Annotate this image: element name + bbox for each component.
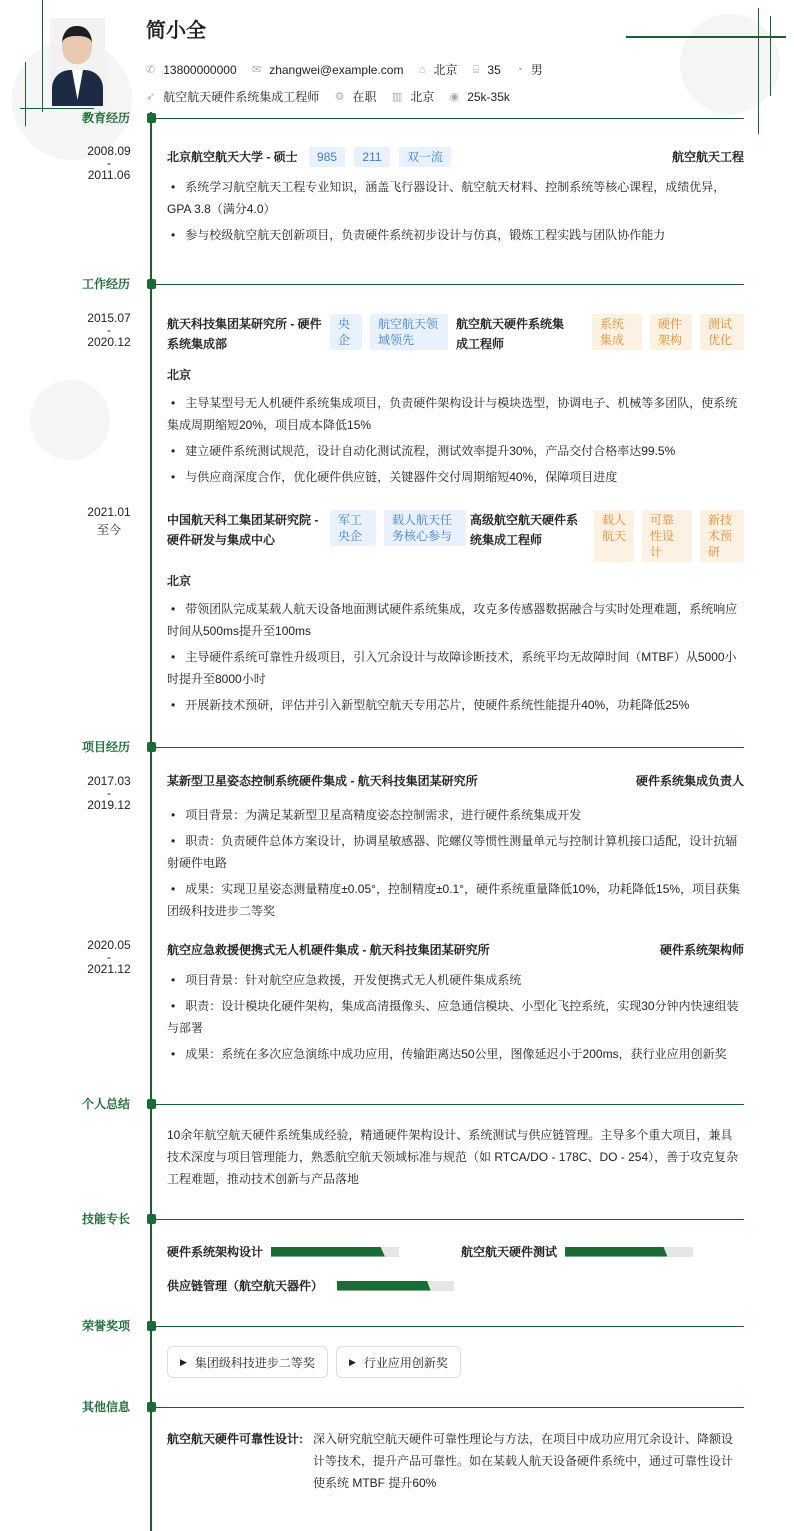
candidate-name: 简小全 [146,20,206,42]
skill-bar-fill [337,1281,431,1291]
skill-item [167,1243,399,1260]
bullet: • 成果：实现卫星姿态测量精度±0.05°，控制精度±0.1°，硬件系统重量降低10%，功耗降低15%，项目获集团级科技进步二等奖 [167,878,744,922]
send-icon: ➶ [146,91,156,103]
work-city: 北京 [167,368,192,382]
salary-icon: ◉ [449,91,460,103]
skill-bar [337,1281,454,1291]
decor-circle [30,380,110,460]
divider [155,747,744,748]
position: 高级航空航天硬件系统集成工程师 [470,513,579,547]
skill-name: 硬件系统架构设计 [167,1245,264,1259]
skill-tag: 新技术预研 [700,510,744,562]
section-title: 项目经历 [81,740,130,754]
divider [155,284,744,285]
phone: 13800000000 [163,63,237,77]
divider [155,118,744,119]
gender-icon: ◔ [516,64,523,76]
section-summary [0,1096,794,1112]
section-other [0,1399,794,1415]
date-range: 2015.07 - 2020.12 [87,311,131,349]
city: 北京 [433,63,458,77]
age: 35 [487,63,501,77]
work-entry [167,314,744,488]
building-icon: ▥ [391,91,403,103]
bullet: • 项目背景：针对航空应急救援，开发便携式无人机硬件集成系统 [167,969,744,991]
section-education [0,110,794,126]
project-role: 硬件系统架构师 [659,943,744,957]
major: 航空航天工程 [671,150,744,164]
project-title: 航空应急救援便携式无人机硬件集成 - 航天科技集团某研究所 [167,943,490,957]
divider [155,1219,744,1220]
award-badge: ▶ 集团级科技进步二等奖 [167,1346,328,1378]
triangle-right-icon: ▶ [180,1356,187,1367]
divider [155,1407,744,1408]
section-title: 技能专长 [81,1212,130,1226]
bullet: • 参与校级航空航天创新项目，负责硬件系统初步设计与仿真，锻炼工程实践与团队协作能力 [167,224,744,246]
company: 航天科技集团某研究所 - 硬件系统集成部 [167,317,322,351]
bullet: • 与供应商深度合作，优化硬件供应链，关键器件交付周期缩短40%，保障项目进度 [167,466,744,488]
date-range: 2008.09 - 2011.06 [87,144,131,182]
bullet: • 建立硬件系统测试规范，设计自动化测试流程，测试效率提升30%，产品交付合格率达99.5% [167,440,744,462]
email: zhangwei@example.com [269,63,404,77]
bullet: • 带领团队完成某载人航天设备地面测试硬件系统集成，攻克多传感器数据融合与实时处理难题，系统响应时间从500ms提升至100ms [167,598,744,642]
decor-line [770,16,771,96]
project-entry [167,770,744,922]
skill-bar-fill [271,1247,385,1257]
decor-circle [680,14,780,114]
skill-item [167,1277,454,1294]
section-honors [0,1318,794,1334]
tag: 双一流 [399,147,451,167]
company-tag: 航空航天领域领先 [370,314,448,350]
salary: 25k-35k [467,90,510,104]
phone-icon: ✆ [146,64,156,76]
school: 北京航空航天大学 - 硕士 [167,150,298,164]
tag: 985 [309,147,345,167]
status: 在职 [352,90,377,104]
section-work [0,276,794,292]
section-title: 教育经历 [81,111,130,125]
avatar [50,18,105,106]
target-city: 北京 [410,90,435,104]
project-title: 某新型卫星姿态控制系统硬件集成 - 航天科技集团某研究所 [167,774,478,788]
bullet: • 主导某型号无人机硬件系统集成项目，负责硬件架构设计与模块选型，协调电子、机械等多团队，使系统集成周期缩短20%，项目成本降低15% [167,392,744,436]
section-title: 工作经历 [81,277,130,291]
bullet: • 职责：负责硬件总体方案设计，协调星敏感器、陀螺仪等惯性测量单元与控制计算机接口适配，设计抗辐射硬件电路 [167,830,744,874]
contact-row [146,61,555,78]
skill-item [461,1243,693,1260]
award-badge: ▶ 行业应用创新奖 [336,1346,461,1378]
skill-bar [271,1247,399,1257]
section-title: 其他信息 [81,1400,130,1414]
position: 航空航天硬件系统集成工程师 [456,317,565,351]
skill-tag: 载人航天 [594,510,634,562]
skill-tag: 硬件架构 [650,314,692,350]
bullet: • 主导硬件系统可靠性升级项目，引入冗余设计与故障诊断技术，系统平均无故障时间（MTBF）从5000小时提升至8000小时 [167,646,744,690]
section-projects [0,739,794,755]
company-tag: 载人航天任务核心参与 [384,510,466,546]
bullet: • 开展新技术预研，评估并引入新型航空航天专用芯片，使硬件系统性能提升40%，功耗降低25% [167,694,744,716]
skill-bar [565,1247,693,1257]
other-info-label: 航空航天硬件可靠性设计: [167,1432,303,1446]
tag: 211 [354,147,389,167]
skill-tag: 可靠性设计 [642,510,692,562]
skill-name: 供应链管理（航空航天器件） [167,1279,324,1293]
section-title: 个人总结 [81,1097,130,1111]
other-info-item [167,1428,744,1494]
project-role: 硬件系统集成负责人 [635,774,744,788]
company: 中国航天科工集团某研究院 - 硬件研发与集成中心 [167,513,319,547]
age-icon: ⌸ [472,64,480,76]
job-intent-row [146,88,522,105]
work-city: 北京 [167,574,192,588]
bullet: • 系统学习航空航天工程专业知识，涵盖飞行器设计、航空航天材料、控制系统等核心课程，成绩优异，GPA 3.8（满分4.0） [167,176,744,220]
skill-tag: 系统集成 [592,314,642,350]
skill-bar-fill [565,1247,667,1257]
bullet: • 职责：设计模块化硬件架构，集成高清摄像头、应急通信模块、小型化飞控系统，实现30分钟内快速组装与部署 [167,995,744,1039]
date-range: 2017.03 - 2019.12 [87,774,131,812]
decor-line [42,0,43,112]
company-tag: 央企 [330,314,362,350]
decor-line [626,36,786,38]
education-entry [167,146,744,246]
home-icon: ⌂ [418,64,426,76]
work-entry [167,510,744,716]
bullet: • 项目背景：为满足某新型卫星高精度姿态控制需求，进行硬件系统集成开发 [167,804,744,826]
project-entry [167,939,744,1065]
skill-name: 航空航天硬件测试 [461,1245,558,1259]
company-tag: 军工央企 [330,510,376,546]
divider [155,1326,744,1327]
other-info-text: 深入研究航空航天硬件可靠性理论与方法，在项目中成功应用冗余设计、降额设计等技术，提升产品可靠性。如在某载人航天设备硬件系统中，通过可靠性设计使系统 MTBF 提升60% [313,1432,734,1490]
bullet: • 成果：系统在多次应急演练中成功应用，传输距离达50公里，图像延迟小于200ms，获行业应用创新奖 [167,1043,744,1065]
date-range: 2021.01 至今 [87,505,131,537]
mail-icon: ✉ [251,64,262,76]
status-icon: ⚙ [334,91,345,103]
decor-line [20,108,94,109]
skill-tag: 测试优化 [700,314,744,350]
date-range: 2020.05 - 2021.12 [87,938,131,976]
section-title: 荣誉奖项 [81,1319,130,1333]
gender: 男 [530,63,543,77]
divider [155,1104,744,1105]
triangle-right-icon: ▶ [349,1356,356,1367]
summary-text: 10余年航空航天硬件系统集成经验，精通硬件架构设计、系统测试与供应链管理。主导多个重大项目，兼具技术深度与项目管理能力，熟悉航空航天领域标准与规范（如 RTCA/DO - 178C、DO - 254），善于攻克复杂工程难题，推动技术创新与产品落地 [167,1128,739,1186]
section-skills [0,1211,794,1227]
target-job: 航空航天硬件系统集成工程师 [163,90,320,104]
